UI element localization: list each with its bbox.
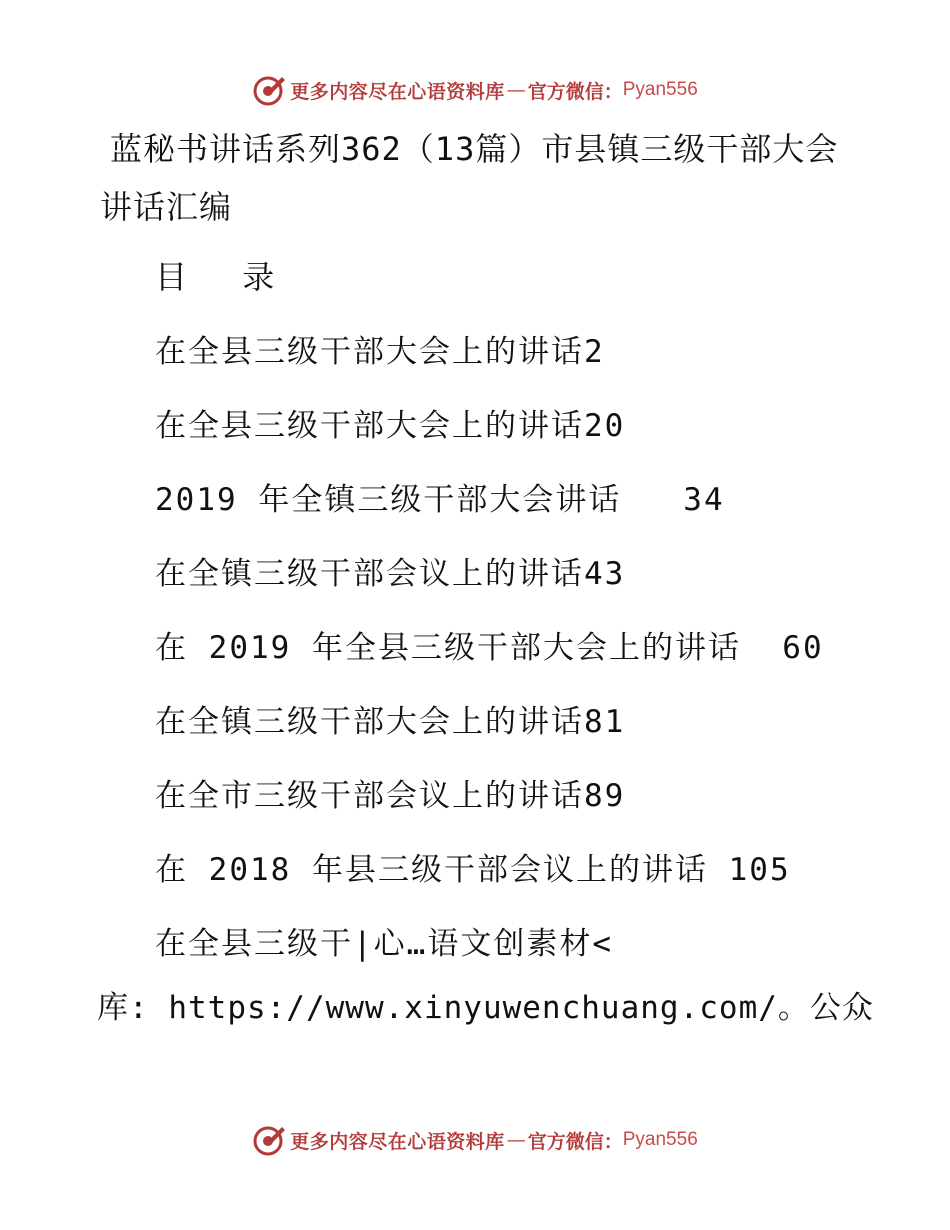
- watermark-separator: —: [506, 79, 526, 101]
- toc-list: [155, 326, 915, 918]
- watermark-text: 更多内容尽在心语资料库: [290, 1130, 505, 1153]
- watermark-label: 官方微信：: [527, 80, 623, 103]
- document-title: 蓝秘书讲话系列362（13篇）市县镇三级干部大会讲话汇编: [100, 130, 839, 226]
- toc-item[interactable]: 在全县三级干部大会上的讲话20: [155, 408, 626, 444]
- toc-item-truncated: 在全县三级干|心…语文创素材<: [155, 926, 613, 962]
- watermark-handle: Pyan556: [622, 79, 698, 100]
- watermark-separator: —: [506, 1129, 526, 1151]
- toc-item[interactable]: 在全市三级干部会议上的讲话89: [155, 778, 626, 814]
- toc-item[interactable]: 在 2019 年全县三级干部大会上的讲话 60: [155, 630, 824, 666]
- toc-item[interactable]: 在全镇三级干部大会上的讲话81: [155, 704, 626, 740]
- watermark-handle: Pyan556: [622, 1129, 698, 1150]
- toc-item[interactable]: 在全镇三级干部会议上的讲话43: [155, 556, 626, 592]
- watermark-text: 更多内容尽在心语资料库: [290, 80, 505, 103]
- toc-item[interactable]: 在 2018 年县三级干部会议上的讲话 105: [155, 852, 791, 888]
- pen-logo-icon: [252, 73, 286, 107]
- watermark-footer: [0, 1120, 950, 1160]
- pen-logo-icon: [252, 1123, 286, 1157]
- watermark-header: [0, 70, 950, 110]
- toc-heading: 目 录: [155, 258, 293, 296]
- source-url-line: 库: https://www.xinyuwenchuang.com/。公众: [97, 990, 874, 1026]
- watermark-label: 官方微信：: [527, 1130, 623, 1153]
- toc-item[interactable]: 2019 年全镇三级干部大会讲话 34: [155, 482, 725, 518]
- toc-item[interactable]: 在全县三级干部大会上的讲话2: [155, 334, 605, 370]
